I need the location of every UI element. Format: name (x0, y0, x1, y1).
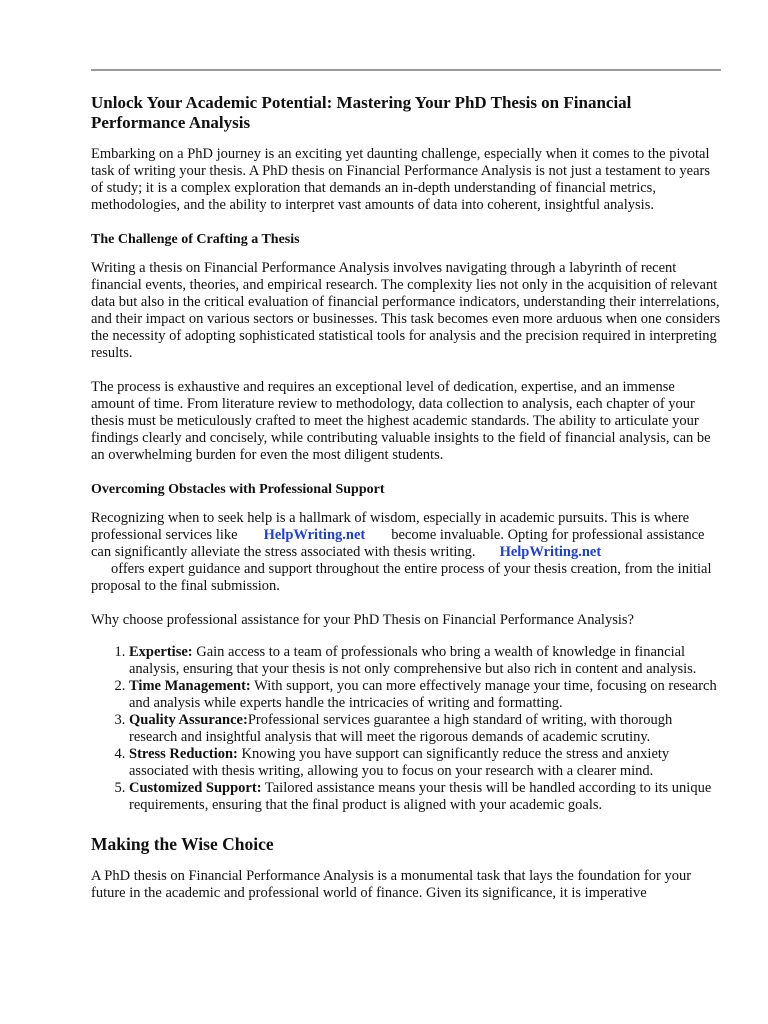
document-content (91, 93, 721, 919)
list-item-term: Expertise: (129, 644, 193, 660)
list-item-text: With support, you can more effectively manage your time, focusing on research and analysis while experts handle the intricacies of writing and formatting. (129, 678, 717, 711)
list-item-term: Stress Reduction: (129, 746, 238, 762)
choice-paragraph: A PhD thesis on Financial Performance Analysis is a monumental task that lays the foundation for your future in the academic and professional world of finance. Given its significance, it is imperative (91, 868, 692, 901)
list-item (129, 678, 721, 712)
section-heading-challenge: The Challenge of Crafting a Thesis (91, 232, 300, 247)
list-item-term: Customized Support: (129, 780, 262, 796)
support-text-b: become invaluable. Opting for professional assistance can significantly alleviate the stress associated with thesis writing. (91, 527, 705, 560)
list-item (129, 644, 721, 678)
support-paragraph (91, 510, 721, 595)
support-text-a: Recognizing when to seek help is a hallmark of wisdom, especially in academic pursuits. This is where professional services like (91, 510, 690, 543)
list-item-text: Gain access to a team of professionals who bring a wealth of knowledge in financial analysis, ensuring that your thesis is not only comprehensive but also rich in content and analysis. (129, 644, 697, 677)
list-item (129, 780, 721, 814)
list-item-term: Time Management: (129, 678, 251, 694)
challenge-paragraph-2: The process is exhaustive and requires an exceptional level of dedication, expertise, and an immense amount of time. From literature review to methodology, data collection to analysis, each chapter of your thesis must be meticulously crafted to meet the highest academic standards. The ability to articulate your findings clearly and concisely, while contributing valuable insights to the field of financial analysis, can be an overwhelming burden for even the most diligent students. (91, 379, 711, 463)
section-heading-support: Overcoming Obstacles with Professional Support (91, 482, 385, 497)
challenge-paragraph-1: Writing a thesis on Financial Performance Analysis involves navigating through a labyrinth of recent financial events, theories, and empirical research. The complexity lies not only in the acquisition of relevant data but also in the critical evaluation of financial performance indicators, understanding their interrelations, and their impact on various sectors or businesses. This task becomes even more arduous when one considers the necessity of adopting sophisticated statistical tools for analysis and the precision required in interpreting results. (91, 260, 721, 361)
helpwriting-link-1[interactable]: HelpWriting.net (263, 527, 366, 543)
list-item-text: Professional services guarantee a high standard of writing, with thorough research and insightful analysis that will meet the rigorous demands of academic scrutiny. (129, 712, 673, 745)
list-item-term: Quality Assurance: (129, 712, 248, 728)
why-question: Why choose professional assistance for your PhD Thesis on Financial Performance Analysis? (91, 612, 634, 628)
list-item (129, 712, 721, 746)
helpwriting-link-2[interactable]: HelpWriting.net (499, 544, 602, 560)
page-title: Unlock Your Academic Potential: Mastering Your PhD Thesis on Financial Performance Analysis (91, 93, 632, 132)
intro-paragraph: Embarking on a PhD journey is an exciting yet daunting challenge, especially when it comes to the pivotal task of writing your thesis. A PhD thesis on Financial Performance Analysis is not just a testament to years of study; it is a complex exploration that demands an in-depth understanding of financial metrics, methodologies, and the ability to interpret vast amounts of data into coherent, insightful analysis. (91, 146, 710, 213)
top-divider (91, 69, 721, 71)
list-item (129, 746, 721, 780)
support-text-c: offers expert guidance and support throughout the entire process of your thesis creation, from the initial proposal to the final submission. (91, 561, 712, 594)
list-item-text: Knowing you have support can significantly reduce the stress and anxiety associated with thesis writing, allowing you to focus on your research with a clearer mind. (129, 746, 670, 779)
list-item-text: Tailored assistance means your thesis will be handled according to its unique requirements, ensuring that the final product is aligned with your academic goals. (129, 780, 712, 813)
section-heading-choice: Making the Wise Choice (91, 834, 274, 854)
benefits-list (91, 644, 721, 814)
